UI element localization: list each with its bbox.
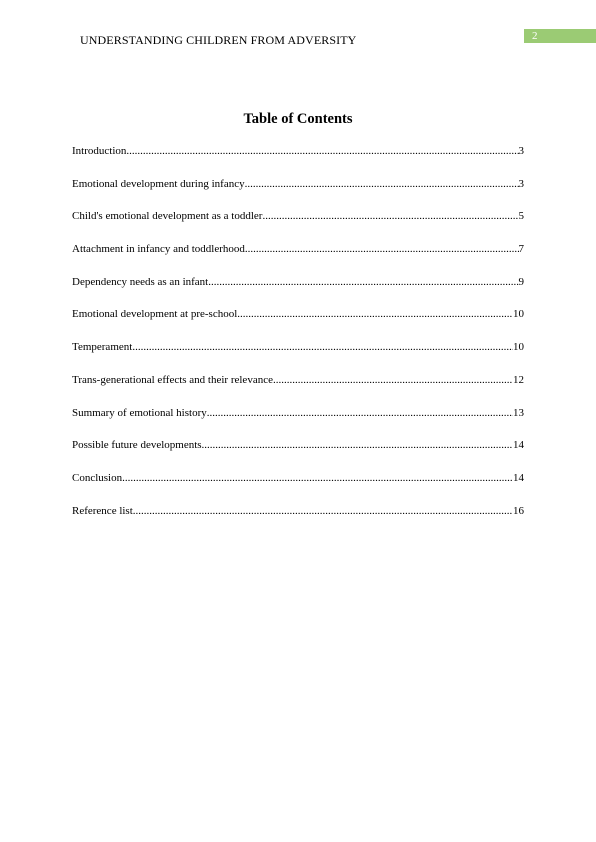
toc-entry-label: Trans-generational effects and their relevance xyxy=(72,373,273,386)
page-number-badge xyxy=(524,29,596,43)
toc-entry-page: 16 xyxy=(513,504,524,517)
toc-entry-label: Emotional development during infancy xyxy=(72,177,245,190)
toc-entry-label: Emotional development at pre-school xyxy=(72,308,238,321)
toc-entry-label: Introduction xyxy=(72,145,127,157)
toc-entry[interactable] xyxy=(72,209,524,242)
dot-leader xyxy=(245,177,519,191)
dot-leader xyxy=(207,406,513,420)
toc-entry[interactable] xyxy=(72,504,524,537)
toc-entry-label: Child's emotional development as a toddler xyxy=(72,210,263,223)
toc-heading: Table of Contents xyxy=(243,111,353,127)
dot-leader xyxy=(122,471,513,485)
header-title: UNDERSTANDING CHILDREN FROM ADVERSITY xyxy=(80,33,357,47)
toc-entry-label: Attachment in infancy and toddlerhood xyxy=(72,243,245,256)
dot-leader xyxy=(273,373,513,387)
toc-entry[interactable] xyxy=(72,275,524,308)
toc-entry[interactable] xyxy=(72,438,524,471)
toc-entry-label: Summary of emotional history xyxy=(72,406,207,419)
toc-entry[interactable] xyxy=(72,340,524,373)
toc-entry-page: 5 xyxy=(518,210,524,223)
dot-leader xyxy=(208,275,518,289)
dot-leader xyxy=(237,307,513,321)
toc-entry[interactable] xyxy=(72,177,524,210)
toc-entry[interactable] xyxy=(72,406,524,439)
toc-entry-label: Possible future developments xyxy=(72,439,202,452)
toc-entry-page: 14 xyxy=(513,471,524,484)
dot-leader xyxy=(133,504,513,518)
page-number: 2 xyxy=(532,30,538,42)
toc-entry-label: Conclusion xyxy=(72,471,123,484)
toc-entry-page: 12 xyxy=(513,373,524,386)
toc-entry[interactable] xyxy=(72,471,524,504)
toc-entry-page: 10 xyxy=(513,308,524,321)
toc-entry-page: 14 xyxy=(513,439,524,452)
dot-leader xyxy=(126,144,518,158)
toc-entry[interactable] xyxy=(72,144,524,177)
toc-entry-label: Reference list xyxy=(72,504,133,517)
toc-entry-page: 13 xyxy=(513,406,524,419)
toc-entry-page: 7 xyxy=(518,243,524,256)
dot-leader xyxy=(202,438,513,452)
toc-entry[interactable] xyxy=(72,307,524,340)
dot-leader xyxy=(245,242,519,256)
dot-leader xyxy=(132,340,513,354)
dot-leader xyxy=(262,209,518,223)
toc-entry-label: Temperament xyxy=(72,341,133,354)
toc-entry-page: 3 xyxy=(518,145,524,157)
toc-entry-label: Dependency needs as an infant xyxy=(72,275,209,288)
toc-entry[interactable] xyxy=(72,373,524,406)
toc-entry-page: 3 xyxy=(518,177,524,190)
toc-entry[interactable] xyxy=(72,242,524,275)
toc-entry-page: 10 xyxy=(513,341,524,354)
toc-list xyxy=(72,144,524,536)
toc-entry-page: 9 xyxy=(518,275,524,288)
